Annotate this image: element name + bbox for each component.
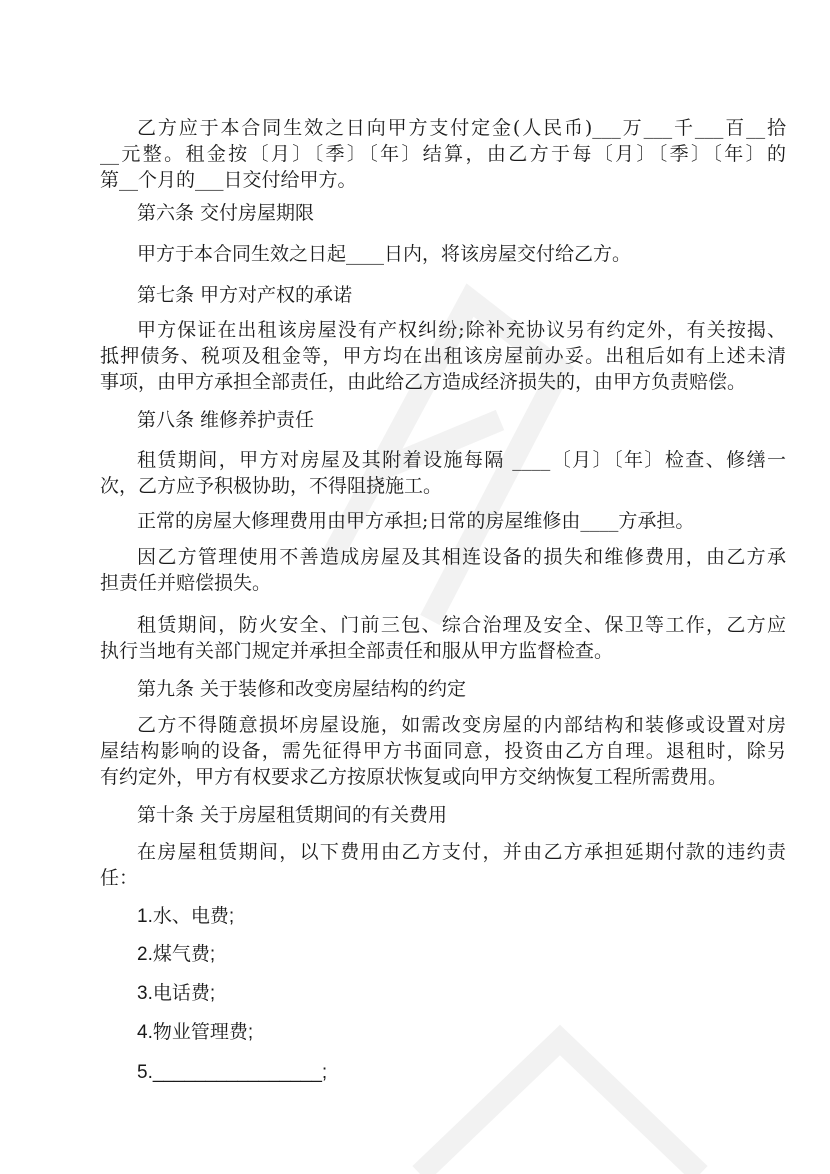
fee-list-item: 1.水、电费;	[137, 906, 235, 927]
paragraph	[100, 241, 786, 267]
paragraph-line: 第__个月的___日交付给甲方。	[100, 169, 357, 191]
paragraph	[100, 115, 786, 193]
fee-list-item: 3.电话费;	[137, 983, 216, 1004]
paragraph-line: 甲方于本合同生效之日起____日内，将该房屋交付给乙方。	[137, 243, 632, 265]
paragraph-line: 在房屋租赁期间，以下费用由乙方支付，并由乙方承担延期付款的违约责	[137, 841, 786, 863]
section-heading: 第八条 维修养护责任	[137, 409, 315, 431]
paragraph-line: 屋结构影响的设备，需先征得甲方书面同意，投资由乙方自理。退租时，除另	[100, 740, 786, 762]
fee-list-item: 5.________________;	[137, 1062, 328, 1083]
paragraph-line: 正常的房屋大修理费用由甲方承担;日常的房屋维修由____方承担。	[137, 510, 695, 532]
paragraph-line: 次，乙方应予积极协助，不得阻挠施工。	[100, 475, 443, 497]
section-heading: 第十条 关于房屋租赁期间的有关费用	[137, 804, 448, 826]
paragraph-line: 乙方不得随意损坏房屋设施，如需改变房屋的内部结构和装修或设置对房	[137, 714, 786, 736]
paragraph-line: 租赁期间，防火安全、门前三包、综合治理及安全、保卫等工作，乙方应	[137, 614, 786, 636]
paragraph-line: 事项，由甲方承担全部责任，由此给乙方造成经济损失的，由甲方负责赔偿。	[100, 371, 747, 393]
fee-list-item: 4.物业管理费;	[137, 1022, 254, 1043]
paragraph	[100, 712, 786, 790]
paragraph-line: 乙方应于本合同生效之日向甲方支付定金(人民币)___万___千___百__拾	[137, 117, 786, 139]
section-heading: 第六条 交付房屋期限	[137, 202, 315, 224]
paragraph	[100, 508, 786, 534]
paragraph-line: 租赁期间，甲方对房屋及其附着设施每隔 ____〔月〕〔年〕检查、修缮一	[137, 449, 786, 471]
paragraph-line: __元整。租金按〔月〕〔季〕〔年〕结算，由乙方于每〔月〕〔季〕〔年〕的	[100, 143, 786, 165]
paragraph-line: 任：	[100, 867, 139, 889]
fee-list-item: 2.煤气费;	[137, 944, 216, 965]
paragraph	[100, 317, 786, 395]
paragraph-line: 因乙方管理使用不善造成房屋及其相连设备的损失和维修费用，由乙方承	[137, 546, 786, 568]
paragraph-line: 甲方保证在出租该房屋没有产权纠纷;除补充协议另有约定外，有关按揭、	[137, 319, 786, 341]
paragraph-line: 执行当地有关部门规定并承担全部责任和服从甲方监督检查。	[100, 640, 614, 662]
section-heading: 第七条 甲方对产权的承诺	[137, 284, 353, 306]
paragraph-line: 有约定外，甲方有权要求乙方按原状恢复或向甲方交纳恢复工程所需费用。	[100, 766, 728, 788]
paragraph-line: 担责任并赔偿损失。	[100, 572, 272, 594]
paragraph	[100, 839, 786, 891]
paragraph	[100, 447, 786, 499]
section-heading: 第九条 关于装修和改变房屋结构的约定	[137, 678, 467, 700]
paragraph	[100, 612, 786, 664]
paragraph-line: 抵押债务、税项及租金等，甲方均在出租该房屋前办妥。出租后如有上述未清	[100, 345, 786, 367]
paragraph	[100, 544, 786, 596]
